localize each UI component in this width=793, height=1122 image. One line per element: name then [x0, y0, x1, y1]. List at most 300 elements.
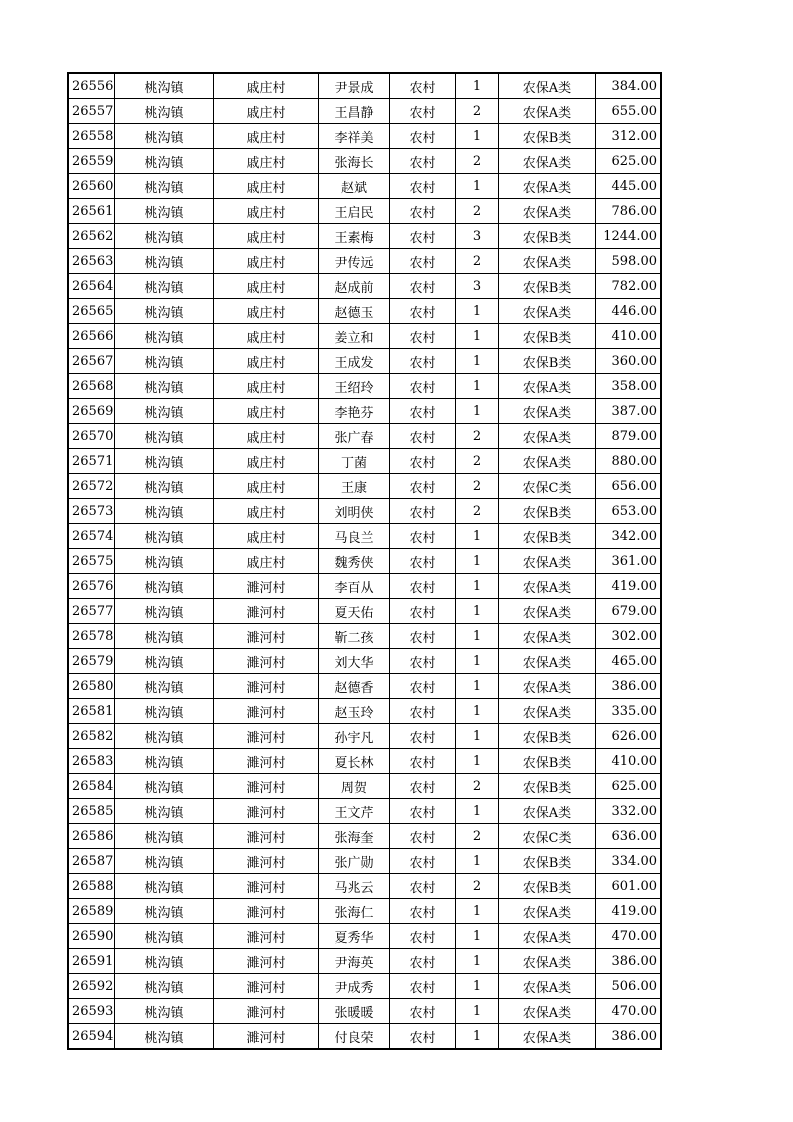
insurance-category-cell: 农保A类 [499, 424, 596, 449]
household-type-cell: 农村 [390, 424, 456, 449]
amount-cell: 410.00 [596, 749, 662, 774]
allowance-table [67, 72, 662, 1050]
record-id-cell: 26587 [68, 849, 115, 874]
village-cell: 濉河村 [214, 924, 319, 949]
name-cell: 周贺 [319, 774, 390, 799]
record-id-cell: 26579 [68, 649, 115, 674]
record-id-cell: 26581 [68, 699, 115, 724]
insurance-category-cell: 农保A类 [499, 649, 596, 674]
household-type-cell: 农村 [390, 73, 456, 99]
name-cell: 夏天佑 [319, 599, 390, 624]
town-cell: 桃沟镇 [115, 299, 214, 324]
member-count-cell: 2 [456, 824, 499, 849]
town-cell: 桃沟镇 [115, 424, 214, 449]
record-id-cell: 26557 [68, 99, 115, 124]
amount-cell: 626.00 [596, 724, 662, 749]
household-type-cell: 农村 [390, 449, 456, 474]
name-cell: 王绍玲 [319, 374, 390, 399]
insurance-category-cell: 农保A类 [499, 549, 596, 574]
insurance-category-cell: 农保A类 [499, 449, 596, 474]
town-cell: 桃沟镇 [115, 149, 214, 174]
member-count-cell: 3 [456, 224, 499, 249]
member-count-cell: 2 [456, 474, 499, 499]
household-type-cell: 农村 [390, 899, 456, 924]
record-id-cell: 26594 [68, 1024, 115, 1050]
insurance-category-cell: 农保A类 [499, 899, 596, 924]
town-cell: 桃沟镇 [115, 1024, 214, 1050]
member-count-cell: 2 [456, 149, 499, 174]
household-type-cell: 农村 [390, 849, 456, 874]
name-cell: 丁菌 [319, 449, 390, 474]
record-id-cell: 26562 [68, 224, 115, 249]
name-cell: 赵斌 [319, 174, 390, 199]
insurance-category-cell: 农保B类 [499, 274, 596, 299]
village-cell: 濉河村 [214, 624, 319, 649]
record-id-cell: 26558 [68, 124, 115, 149]
amount-cell: 656.00 [596, 474, 662, 499]
amount-cell: 880.00 [596, 449, 662, 474]
insurance-category-cell: 农保A类 [499, 374, 596, 399]
town-cell: 桃沟镇 [115, 999, 214, 1024]
town-cell: 桃沟镇 [115, 474, 214, 499]
insurance-category-cell: 农保A类 [499, 249, 596, 274]
table-row [68, 574, 661, 599]
member-count-cell: 1 [456, 599, 499, 624]
household-type-cell: 农村 [390, 774, 456, 799]
household-type-cell: 农村 [390, 299, 456, 324]
name-cell: 张暖暖 [319, 999, 390, 1024]
village-cell: 戚庄村 [214, 199, 319, 224]
town-cell: 桃沟镇 [115, 199, 214, 224]
village-cell: 戚庄村 [214, 424, 319, 449]
table-row [68, 449, 661, 474]
name-cell: 马兆云 [319, 874, 390, 899]
record-id-cell: 26567 [68, 349, 115, 374]
town-cell: 桃沟镇 [115, 249, 214, 274]
table-row [68, 399, 661, 424]
member-count-cell: 1 [456, 674, 499, 699]
village-cell: 戚庄村 [214, 549, 319, 574]
member-count-cell: 1 [456, 649, 499, 674]
household-type-cell: 农村 [390, 574, 456, 599]
amount-cell: 334.00 [596, 849, 662, 874]
village-cell: 濉河村 [214, 974, 319, 999]
table-row [68, 249, 661, 274]
record-id-cell: 26564 [68, 274, 115, 299]
household-type-cell: 农村 [390, 374, 456, 399]
name-cell: 孙宇凡 [319, 724, 390, 749]
village-cell: 戚庄村 [214, 249, 319, 274]
village-cell: 戚庄村 [214, 73, 319, 99]
amount-cell: 332.00 [596, 799, 662, 824]
amount-cell: 446.00 [596, 299, 662, 324]
member-count-cell: 1 [456, 724, 499, 749]
member-count-cell: 1 [456, 899, 499, 924]
village-cell: 濉河村 [214, 1024, 319, 1050]
household-type-cell: 农村 [390, 174, 456, 199]
town-cell: 桃沟镇 [115, 799, 214, 824]
member-count-cell: 1 [456, 174, 499, 199]
amount-cell: 786.00 [596, 199, 662, 224]
amount-cell: 361.00 [596, 549, 662, 574]
name-cell: 魏秀侠 [319, 549, 390, 574]
table-row [68, 349, 661, 374]
name-cell: 王康 [319, 474, 390, 499]
insurance-category-cell: 农保A类 [499, 599, 596, 624]
village-cell: 濉河村 [214, 674, 319, 699]
name-cell: 尹景成 [319, 73, 390, 99]
name-cell: 赵成前 [319, 274, 390, 299]
village-cell: 濉河村 [214, 774, 319, 799]
amount-cell: 655.00 [596, 99, 662, 124]
name-cell: 李艳芬 [319, 399, 390, 424]
name-cell: 尹海英 [319, 949, 390, 974]
village-cell: 戚庄村 [214, 524, 319, 549]
household-type-cell: 农村 [390, 399, 456, 424]
record-id-cell: 26593 [68, 999, 115, 1024]
household-type-cell: 农村 [390, 224, 456, 249]
record-id-cell: 26583 [68, 749, 115, 774]
amount-cell: 419.00 [596, 574, 662, 599]
town-cell: 桃沟镇 [115, 774, 214, 799]
insurance-category-cell: 农保A类 [499, 949, 596, 974]
household-type-cell: 农村 [390, 999, 456, 1024]
amount-cell: 598.00 [596, 249, 662, 274]
insurance-category-cell: 农保B类 [499, 724, 596, 749]
name-cell: 靳二孩 [319, 624, 390, 649]
amount-cell: 358.00 [596, 374, 662, 399]
table-row [68, 974, 661, 999]
record-id-cell: 26573 [68, 499, 115, 524]
record-id-cell: 26577 [68, 599, 115, 624]
record-id-cell: 26591 [68, 949, 115, 974]
town-cell: 桃沟镇 [115, 374, 214, 399]
insurance-category-cell: 农保A类 [499, 924, 596, 949]
name-cell: 李百从 [319, 574, 390, 599]
household-type-cell: 农村 [390, 524, 456, 549]
village-cell: 戚庄村 [214, 124, 319, 149]
household-type-cell: 农村 [390, 949, 456, 974]
table-row [68, 699, 661, 724]
table-row [68, 299, 661, 324]
insurance-category-cell: 农保B类 [499, 349, 596, 374]
name-cell: 张海奎 [319, 824, 390, 849]
table-row [68, 874, 661, 899]
name-cell: 张广勋 [319, 849, 390, 874]
town-cell: 桃沟镇 [115, 699, 214, 724]
household-type-cell: 农村 [390, 699, 456, 724]
household-type-cell: 农村 [390, 474, 456, 499]
town-cell: 桃沟镇 [115, 824, 214, 849]
member-count-cell: 2 [456, 774, 499, 799]
household-type-cell: 农村 [390, 799, 456, 824]
household-type-cell: 农村 [390, 624, 456, 649]
member-count-cell: 1 [456, 799, 499, 824]
village-cell: 戚庄村 [214, 324, 319, 349]
amount-cell: 465.00 [596, 649, 662, 674]
town-cell: 桃沟镇 [115, 224, 214, 249]
village-cell: 濉河村 [214, 824, 319, 849]
amount-cell: 342.00 [596, 524, 662, 549]
table-row [68, 599, 661, 624]
record-id-cell: 26578 [68, 624, 115, 649]
insurance-category-cell: 农保A类 [499, 299, 596, 324]
member-count-cell: 1 [456, 299, 499, 324]
amount-cell: 387.00 [596, 399, 662, 424]
insurance-category-cell: 农保A类 [499, 699, 596, 724]
name-cell: 夏秀华 [319, 924, 390, 949]
insurance-category-cell: 农保C类 [499, 474, 596, 499]
village-cell: 戚庄村 [214, 374, 319, 399]
record-id-cell: 26566 [68, 324, 115, 349]
table-row [68, 1024, 661, 1050]
name-cell: 马良兰 [319, 524, 390, 549]
name-cell: 张海仁 [319, 899, 390, 924]
town-cell: 桃沟镇 [115, 574, 214, 599]
name-cell: 张海长 [319, 149, 390, 174]
town-cell: 桃沟镇 [115, 724, 214, 749]
name-cell: 赵德香 [319, 674, 390, 699]
insurance-category-cell: 农保B类 [499, 324, 596, 349]
table-row [68, 799, 661, 824]
insurance-category-cell: 农保A类 [499, 149, 596, 174]
village-cell: 戚庄村 [214, 449, 319, 474]
record-id-cell: 26559 [68, 149, 115, 174]
town-cell: 桃沟镇 [115, 174, 214, 199]
town-cell: 桃沟镇 [115, 399, 214, 424]
table-row [68, 199, 661, 224]
household-type-cell: 农村 [390, 1024, 456, 1050]
name-cell: 张广春 [319, 424, 390, 449]
name-cell: 王素梅 [319, 224, 390, 249]
insurance-category-cell: 农保A类 [499, 999, 596, 1024]
insurance-category-cell: 农保A类 [499, 174, 596, 199]
table-row [68, 99, 661, 124]
village-cell: 戚庄村 [214, 274, 319, 299]
member-count-cell: 1 [456, 124, 499, 149]
record-id-cell: 26580 [68, 674, 115, 699]
member-count-cell: 1 [456, 524, 499, 549]
village-cell: 濉河村 [214, 574, 319, 599]
table-row [68, 824, 661, 849]
record-id-cell: 26560 [68, 174, 115, 199]
insurance-category-cell: 农保A类 [499, 799, 596, 824]
amount-cell: 445.00 [596, 174, 662, 199]
village-cell: 濉河村 [214, 849, 319, 874]
town-cell: 桃沟镇 [115, 524, 214, 549]
record-id-cell: 26561 [68, 199, 115, 224]
town-cell: 桃沟镇 [115, 674, 214, 699]
member-count-cell: 1 [456, 749, 499, 774]
household-type-cell: 农村 [390, 974, 456, 999]
village-cell: 濉河村 [214, 724, 319, 749]
household-type-cell: 农村 [390, 349, 456, 374]
village-cell: 戚庄村 [214, 149, 319, 174]
village-cell: 戚庄村 [214, 399, 319, 424]
amount-cell: 410.00 [596, 324, 662, 349]
member-count-cell: 2 [456, 99, 499, 124]
village-cell: 濉河村 [214, 949, 319, 974]
member-count-cell: 1 [456, 324, 499, 349]
name-cell: 李祥美 [319, 124, 390, 149]
town-cell: 桃沟镇 [115, 749, 214, 774]
record-id-cell: 26582 [68, 724, 115, 749]
table-row [68, 899, 661, 924]
household-type-cell: 农村 [390, 749, 456, 774]
record-id-cell: 26590 [68, 924, 115, 949]
table-body [68, 73, 661, 1049]
amount-cell: 625.00 [596, 774, 662, 799]
record-id-cell: 26584 [68, 774, 115, 799]
member-count-cell: 1 [456, 699, 499, 724]
name-cell: 王昌静 [319, 99, 390, 124]
member-count-cell: 2 [456, 499, 499, 524]
table-row [68, 674, 661, 699]
insurance-category-cell: 农保B类 [499, 849, 596, 874]
village-cell: 戚庄村 [214, 499, 319, 524]
table-row [68, 149, 661, 174]
town-cell: 桃沟镇 [115, 949, 214, 974]
town-cell: 桃沟镇 [115, 974, 214, 999]
member-count-cell: 1 [456, 73, 499, 99]
household-type-cell: 农村 [390, 274, 456, 299]
amount-cell: 470.00 [596, 999, 662, 1024]
amount-cell: 782.00 [596, 274, 662, 299]
insurance-category-cell: 农保B类 [499, 499, 596, 524]
town-cell: 桃沟镇 [115, 349, 214, 374]
household-type-cell: 农村 [390, 824, 456, 849]
table-row [68, 749, 661, 774]
table-row [68, 949, 661, 974]
household-type-cell: 农村 [390, 549, 456, 574]
village-cell: 濉河村 [214, 699, 319, 724]
insurance-category-cell: 农保B类 [499, 124, 596, 149]
member-count-cell: 1 [456, 624, 499, 649]
household-type-cell: 农村 [390, 649, 456, 674]
table-row [68, 549, 661, 574]
village-cell: 濉河村 [214, 749, 319, 774]
record-id-cell: 26576 [68, 574, 115, 599]
table-row [68, 374, 661, 399]
record-id-cell: 26574 [68, 524, 115, 549]
member-count-cell: 1 [456, 999, 499, 1024]
insurance-category-cell: 农保A类 [499, 974, 596, 999]
insurance-category-cell: 农保B类 [499, 749, 596, 774]
amount-cell: 419.00 [596, 899, 662, 924]
table-row [68, 73, 661, 99]
member-count-cell: 1 [456, 949, 499, 974]
name-cell: 赵玉玲 [319, 699, 390, 724]
household-type-cell: 农村 [390, 674, 456, 699]
amount-cell: 879.00 [596, 424, 662, 449]
household-type-cell: 农村 [390, 124, 456, 149]
household-type-cell: 农村 [390, 924, 456, 949]
amount-cell: 386.00 [596, 1024, 662, 1050]
name-cell: 王文芹 [319, 799, 390, 824]
record-id-cell: 26588 [68, 874, 115, 899]
insurance-category-cell: 农保A类 [499, 624, 596, 649]
record-id-cell: 26589 [68, 899, 115, 924]
name-cell: 王成发 [319, 349, 390, 374]
name-cell: 尹成秀 [319, 974, 390, 999]
insurance-category-cell: 农保B类 [499, 524, 596, 549]
town-cell: 桃沟镇 [115, 124, 214, 149]
table-row [68, 474, 661, 499]
table-row [68, 124, 661, 149]
table-row [68, 499, 661, 524]
table-row [68, 174, 661, 199]
record-id-cell: 26565 [68, 299, 115, 324]
amount-cell: 386.00 [596, 674, 662, 699]
town-cell: 桃沟镇 [115, 499, 214, 524]
town-cell: 桃沟镇 [115, 649, 214, 674]
town-cell: 桃沟镇 [115, 624, 214, 649]
town-cell: 桃沟镇 [115, 599, 214, 624]
record-id-cell: 26571 [68, 449, 115, 474]
village-cell: 戚庄村 [214, 174, 319, 199]
village-cell: 戚庄村 [214, 349, 319, 374]
member-count-cell: 2 [456, 874, 499, 899]
record-id-cell: 26572 [68, 474, 115, 499]
household-type-cell: 农村 [390, 99, 456, 124]
record-id-cell: 26570 [68, 424, 115, 449]
record-id-cell: 26592 [68, 974, 115, 999]
table-row [68, 774, 661, 799]
member-count-cell: 1 [456, 549, 499, 574]
table-row [68, 424, 661, 449]
insurance-category-cell: 农保A类 [499, 399, 596, 424]
member-count-cell: 1 [456, 349, 499, 374]
insurance-category-cell: 农保A类 [499, 199, 596, 224]
member-count-cell: 1 [456, 374, 499, 399]
insurance-category-cell: 农保B类 [499, 874, 596, 899]
table-row [68, 624, 661, 649]
town-cell: 桃沟镇 [115, 849, 214, 874]
town-cell: 桃沟镇 [115, 274, 214, 299]
insurance-category-cell: 农保C类 [499, 824, 596, 849]
table-row [68, 324, 661, 349]
table-row [68, 274, 661, 299]
member-count-cell: 1 [456, 574, 499, 599]
household-type-cell: 农村 [390, 199, 456, 224]
household-type-cell: 农村 [390, 499, 456, 524]
member-count-cell: 2 [456, 249, 499, 274]
amount-cell: 1244.00 [596, 224, 662, 249]
member-count-cell: 2 [456, 449, 499, 474]
amount-cell: 506.00 [596, 974, 662, 999]
insurance-category-cell: 农保B类 [499, 224, 596, 249]
village-cell: 戚庄村 [214, 224, 319, 249]
member-count-cell: 1 [456, 974, 499, 999]
amount-cell: 601.00 [596, 874, 662, 899]
village-cell: 戚庄村 [214, 474, 319, 499]
amount-cell: 384.00 [596, 73, 662, 99]
household-type-cell: 农村 [390, 324, 456, 349]
allowance-table-sheet [67, 72, 662, 1050]
member-count-cell: 1 [456, 399, 499, 424]
household-type-cell: 农村 [390, 874, 456, 899]
name-cell: 刘明侠 [319, 499, 390, 524]
member-count-cell: 1 [456, 1024, 499, 1050]
amount-cell: 470.00 [596, 924, 662, 949]
village-cell: 濉河村 [214, 799, 319, 824]
amount-cell: 302.00 [596, 624, 662, 649]
table-row [68, 224, 661, 249]
amount-cell: 335.00 [596, 699, 662, 724]
village-cell: 戚庄村 [214, 299, 319, 324]
amount-cell: 679.00 [596, 599, 662, 624]
village-cell: 戚庄村 [214, 99, 319, 124]
